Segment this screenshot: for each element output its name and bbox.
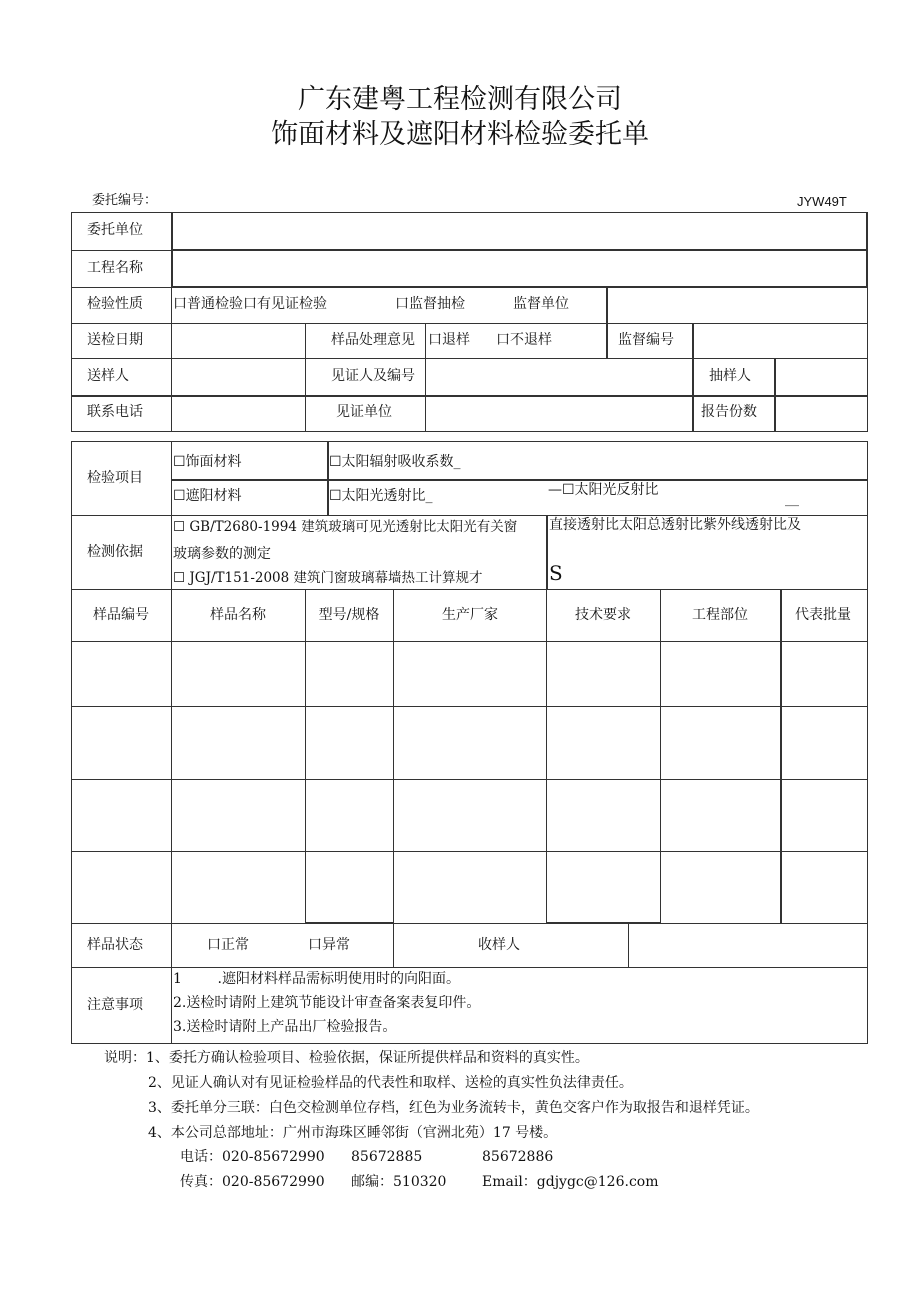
supervision-check-checkbox[interactable]: 口监督抽检: [395, 296, 465, 312]
abnormal-checkbox[interactable]: 口异常: [308, 937, 350, 953]
tel-2: 85672885: [351, 1149, 423, 1165]
sender-label: 送样人: [87, 368, 129, 384]
footer-line-4: 4、本公司总部地址：广州市海珠区睡邻街（官洲北苑）17 号楼。: [148, 1125, 558, 1141]
sample-status-label: 样品状态: [87, 937, 143, 953]
receiver-label: 收样人: [478, 937, 520, 953]
client-unit-label: 委托单位: [87, 222, 143, 238]
company-name: 广东建粤工程检测有限公司: [298, 84, 622, 115]
footer-line-1: 说明：1、委托方确认检验项目、检验依据，保证所提供样品和资料的真实性。: [104, 1050, 589, 1066]
witness-label: 见证人及编号: [331, 368, 415, 384]
sampler-label: 抽样人: [709, 368, 751, 384]
footer-line-2: 2、见证人确认对有见证检验样品的代表性和取样、送检的真实性负法律责任。: [148, 1075, 633, 1091]
col-batch: 代表批量: [795, 607, 851, 623]
note-1: 1 .遮阳材料样品需标明使用时的向阳面。: [173, 971, 460, 987]
col-manufacturer: 生产厂家: [442, 607, 498, 623]
underscore-mark: __: [785, 491, 799, 507]
project-name-label: 工程名称: [87, 260, 143, 276]
solar-transmittance-checkbox[interactable]: ☐太阳光透射比_: [329, 488, 433, 504]
col-tech-req: 技术要求: [575, 607, 631, 623]
delivery-date-label: 送检日期: [87, 332, 143, 348]
witness-unit-label: 见证单位: [336, 404, 392, 420]
phone-label: 联系电话: [87, 404, 143, 420]
postcode: 邮编：510320: [351, 1174, 447, 1190]
basis-gb-checkbox[interactable]: ☐ GB/T2680-1994 建筑玻璃可见光透射比太阳光有关窗: [173, 519, 518, 535]
note-3: 3.送检时请附上产品出厂检验报告。: [173, 1019, 397, 1035]
report-copies-label: 报告份数: [701, 404, 757, 420]
note-2: 2.送检时请附上建筑节能设计审查备案表复印件。: [173, 995, 481, 1011]
col-location: 工程部位: [692, 607, 748, 623]
client-unit-input[interactable]: [172, 212, 867, 250]
test-items-label: 检验项目: [87, 470, 143, 486]
normal-checkbox[interactable]: 口正常: [207, 937, 249, 953]
basis-right-text: 直接透射比太阳总透射比紫外线透射比及: [549, 517, 801, 533]
entrust-no-label: 委托编号：: [92, 193, 158, 208]
no-return-checkbox[interactable]: 口不退样: [496, 332, 552, 348]
footer-line-3: 3、委托单分三联：白色交检测单位存档，红色为业务流转卡，黄色交客户作为取报告和退样凭证。: [148, 1100, 759, 1116]
fax: 传真：020-85672990: [180, 1174, 325, 1190]
finish-material-checkbox[interactable]: ☐饰面材料: [173, 454, 242, 470]
col-model: 型号/规格: [318, 607, 380, 623]
supervision-unit-label: 监督单位: [513, 296, 569, 312]
tel: 电话：020-85672990: [180, 1149, 325, 1165]
form-title: 饰面材料及遮阳材料检验委托单: [271, 119, 649, 150]
supervision-no-label: 监督编号: [618, 332, 674, 348]
return-sample-checkbox[interactable]: 口退样: [428, 332, 470, 348]
basis-jgj-checkbox[interactable]: ☐ JGJ/T151-2008 建筑门窗玻璃幕墙热工计算规才: [173, 570, 483, 586]
solar-reflectance-checkbox[interactable]: —☐太阳光反射比: [548, 482, 659, 498]
test-basis-label: 检测依据: [87, 544, 143, 560]
basis-s: S: [549, 561, 563, 585]
sample-handling-label: 样品处理意见: [331, 332, 415, 348]
shading-material-checkbox[interactable]: ☐遮阳材料: [173, 488, 242, 504]
form-code: JYW49T: [797, 194, 847, 209]
col-sample-name: 样品名称: [210, 607, 266, 623]
email: Email：gdjygc@126.com: [482, 1174, 659, 1190]
tel-3: 85672886: [482, 1149, 554, 1165]
col-sample-no: 样品编号: [93, 607, 149, 623]
project-name-input[interactable]: [172, 250, 867, 287]
inspection-nature-label: 检验性质: [87, 296, 143, 312]
nature-options-checkbox[interactable]: 口普通检验口有见证检验: [173, 296, 327, 312]
solar-absorption-checkbox[interactable]: ☐太阳辐射吸收系数_: [329, 454, 461, 470]
notes-label: 注意事项: [87, 997, 143, 1013]
basis-gb-cont: 玻璃参数的测定: [173, 546, 271, 562]
